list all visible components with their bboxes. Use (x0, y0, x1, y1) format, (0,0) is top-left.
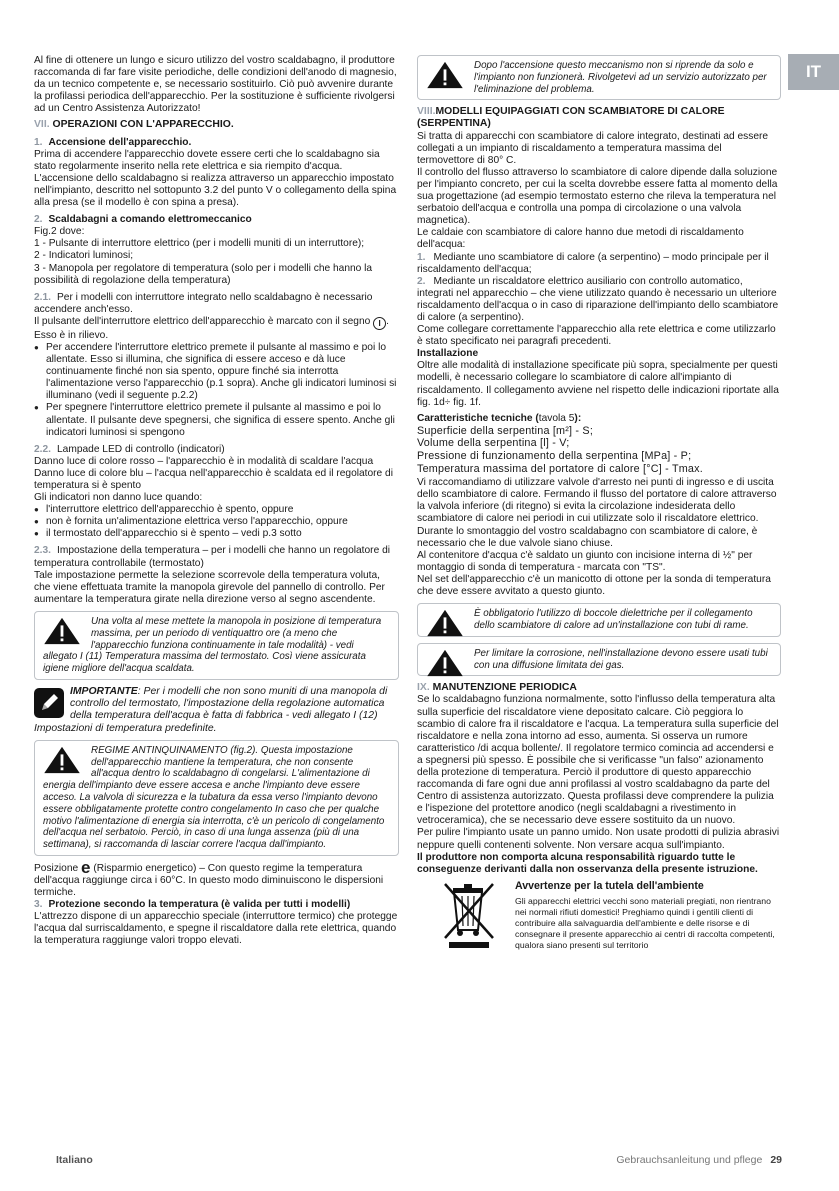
pencil-note-icon (34, 688, 64, 718)
warning-box-corrosion: Per limitare la corrosione, nell'installazione devono essere usati tubi con una diffusione limitata dei gas. (417, 643, 781, 677)
subsection-1-heading: 1. Accensione dell'apparecchio. (34, 136, 192, 148)
energy-saving-symbol-icon: e (81, 857, 91, 877)
paragraph: Come collegare correttamente l'apparecchio alla rete elettrica e come utilizzarlo è stato specificato nei paragrafi precedenti. (417, 324, 776, 348)
list-item: ● Per spegnere l'interruttore elettrico premete il pulsante al massimo e poi lo allentate. Il pulsante deve spegnersi, che significa di essere spento. Anche gli indicatori luminosi si spengono (34, 402, 399, 438)
warning-box-antifreeze: REGIME ANTINQUINAMENTO (fig.2). Questa impostazione dell'apparecchio mantiene la temperatura, che non consente all'acqua dentro lo scaldabagno di congelarsi. L'alimentazione di energia dell'impianto deve essere accesa e anche l'impianto deve essere acceso. La valvola di sicurezza e la tubatura da essa verso l'impianto devono essere obbligatamente protette contro congelamento In caso che per qualche motivo l'alimentazione di energia sia interrotta, c'è un pericolo di congelamento dell'acqua nel serbatoio. Perciò, in caso di una lunga assenza (più di una settimana), si raccomanda di lasciar correre l'acqua dall'impianto. (34, 740, 399, 856)
paragraph: Danno luce di colore rosso – l'apparecchio è in modalità di scaldare l'acqua (34, 455, 374, 467)
environment-text: Gli apparecchi elettrici vecchi sono materiali pregiati, non rientrano nei normali rifiuti domestici! Preghiamo quindi i gentili clienti di contribuire alla salvaguardia dell'ambiente e delle risorse e di consegnare il presente apparecchio ai centri di raccolta competenti, qualora siano presenti sul territorio (515, 895, 775, 950)
list-item: ● Per accendere l'interruttore elettrico premete il pulsante al massimo e poi lo allentate. Esso si illumina, che significa di essere acceso e dà luce continuamente finché non sia spento, oppure finché sia interrotta l'alimentazione verso l'apparecchio (p.1 sopra). Anche gli indicatori luminosi si illuminano (vedi il seguente p.2.2) (34, 342, 399, 402)
section-7-heading: VII. OPERAZIONI CON L'APPARECCHIO. (34, 119, 234, 131)
paragraph: Oltre alle modalità di installazione specificate più sopra, specialmente per questi modelli, è necessario collegare lo scambiatore di calore all'impianto di riscaldamento. Il collegamento avviene nel rispetto delle indicazioni riportate alla fig. 1d÷ fig. 1f. (417, 360, 779, 408)
paragraph: Vi raccomandiamo di utilizzare valvole d'arresto nei punti di ingresso e di uscita dello scambiatore di calore. Fermando il flusso del portatore di calore attraverso la valvola inferiore (di ritegno) si evita la circolazione indesiderata dello scambiatore di calore nei periodi in cui utilizzate solo il riscaldatore elettrico. (417, 477, 777, 525)
footer-manual: Gebrauchsanleitung und pflege 29 (616, 1154, 782, 1166)
warning-box-monthly: Una volta al mese mettete la manopola in posizione di temperatura massima, per un periodo di ventiquattro ore (a meno che l'apparecchio funziona continuamente in tale modalità) - vedi allegato I (11) Temperatura massima del termostato. Così viene assicurata igiene migliore dell'acqua scaldata. (34, 611, 399, 680)
important-note: IMPORTANTE: Per i modelli che non sono muniti di una manopola di controllo del termostato, l'impostazione della regolazione automatica della temperatura dell'acqua è fatta di fabbrica - vedi allegato I (12) Impostazioni di temperatura predefinite. (34, 685, 388, 734)
list-item: ● il termostato dell'apparecchio si è spento – vedi p.3 sotto (34, 528, 399, 540)
paragraph: Il controllo del flusso attraverso lo scambiatore di calore dipende dalla soluzione per l'impianto concreto, per cui la scelta dovrebbe essere fatta al momento della sua progettazione (ad esempio termostato esterno che rileva la temperatura nel serbatoio dell'acqua e controlla una pompa di circolazione o una valvola magnetica). (417, 166, 778, 227)
installation-heading: Installazione (417, 348, 479, 360)
section-9-heading: IX. MANUTENZIONE PERIODICA (417, 682, 577, 694)
list-item: 1. Mediante uno scambiatore di calore (a serpentino) – modo principale per il riscaldamento dell'acqua; (417, 251, 769, 275)
warning-triangle-icon (426, 61, 464, 89)
warning-triangle-icon (43, 746, 81, 774)
subsection-2-1: 2.1. Per i modelli con interruttore integrato nello scaldabagno è necessario accendere anch'esso. (34, 291, 373, 315)
list-item: ● non è fornita un'alimentazione elettrica verso l'apparecchio, oppure (34, 516, 399, 528)
subsection-2-3: 2.3. Impostazione della temperatura – per i modelli che hanno un regolatore di temperatura controllabile (termostato) (34, 545, 390, 569)
list-item: ● l'interruttore elettrico dell'apparecchio è spento, oppure (34, 504, 399, 516)
tech-spec: Temperatura massima del portatore di calore [°C] - Tmax. (417, 462, 703, 475)
paragraph: Al contenitore d'acqua c'è saldato un giunto con incisione interna di ½" per montaggio di sonda di temperatura - marcata con "TS". (417, 549, 753, 573)
warning-box-thermal: Dopo l'accensione questo meccanismo non si riprende da solo e l'impianto non funzionerà. Rivolgetevi ad un servizio autorizzato per l'eliminazione del problema. (417, 55, 781, 100)
section-8-heading: VIII.MODELLI EQUIPAGGIATI CON SCAMBIATORE DI CALORE (SERPENTINA) (417, 106, 725, 130)
paragraph: Posizione e (Risparmio energetico) – Con questo regime la temperatura dell'acqua raggiunge circa i 60°C. In questo modo diminuiscono le dispersioni termiche. (34, 857, 384, 899)
liability-statement: Il produttore non comporta alcuna responsabilità riguardo tutte le conseguenze derivanti dalla non osservanza della presente istruzione. (417, 851, 758, 875)
paragraph: 1 - Pulsante di interruttore elettrico (per i modelli muniti di un interruttore); (34, 238, 365, 250)
paragraph: L'attrezzo dispone di un apparecchio speciale (interruttore termico) che protegge l'acqua dal surriscaldamento, e spegne il riscaldatore dalla rete elettrica, quando la temperatura raggiunge valori troppo elevati. (34, 911, 398, 947)
paragraph: Si tratta di apparecchi con scambiatore di calore integrato, destinati ad essere collegati a un impianto di riscaldamento a temperatura massima del termovettore di 80° C. (417, 130, 769, 166)
footer-language: Italiano (56, 1154, 93, 1166)
page-number: 29 (770, 1154, 782, 1166)
warning-triangle-icon (43, 617, 81, 645)
power-symbol-icon: I (373, 317, 386, 330)
paragraph: Se lo scaldabagno funziona normalmente, sotto l'influsso della temperatura alta sulla superficie del riscaldatore viene depositato calcare. Ciò peggiora lo scambio di calore fra il riscaldatore e l'acqua. La temperatura sulla superficie del riscaldatore e nella zona intorno ad esso, aumenta. Si osserva un rumore caratteristico /di acqua bollente/. Il regolatore termico comincia ad accendersi e a spegnersi più spesso. È possibile che si verificasse "un falso" azionamento della protezione di temperatura. Perciò il produttore di questo apparecchio raccomanda di fare ogni due anni profilassi al vostro scaldabagno da parte del Centro di assistenza autorizzato. Questa profilassi deve comprendere la pulizia e l'ispezione del protettore anodico (negli scaldabagni a rivestimento in vetroceramica), che se necessario deve essere sostituito da un nuovo. (417, 694, 779, 827)
warning-box-dielectric: È obbligatorio l'utilizzo di boccole dielettriche per il collegamento dello scambiatore di calore ad un'installazione con tubi di rame. (417, 603, 781, 637)
paragraph: Fig.2 dove: (34, 226, 85, 238)
right-column (417, 55, 781, 951)
paragraph: L'accensione dello scaldabagno si realizza attraverso un apparecchio impostato nell'impianto, descritto nel sottopunto 3.2 del punto V o collegamento della spina alla presa (se il modello è con spina a presa). (34, 172, 397, 209)
environment-notice (417, 880, 781, 951)
paragraph: Per pulire l'impianto usate un panno umido. Non usate prodotti di pulizia abrasivi neppure quelli contenenti solvente. Non versare acqua sull'impianto. (417, 827, 780, 851)
paragraph: Prima di accendere l'apparecchio dovete essere certi che lo scaldabagno sia stato regolarmente inserito nella rete elettrica e sia riempito d'acqua. (34, 148, 380, 172)
subsection-2-heading: 2. Scaldabagni a comando elettromeccanico (34, 214, 252, 226)
subsection-2-2: 2.2. Lampade LED di controllo (indicatori) (34, 443, 225, 455)
paragraph: Danno luce di colore blu – l'acqua nell'apparecchio è scaldata ed il regolatore di temperatura si è spento (34, 467, 393, 491)
warning-triangle-icon (426, 649, 464, 677)
paragraph: Tale impostazione permette la selezione scorrevole della temperatura voluta, che viene effettuata tramite la manopola girevole del pannello di controllo. Per aumentare la temperatura girate nella direzione verso al segno ascendente. (34, 569, 385, 605)
environment-title: Avvertenze per la tutela dell'ambiente (515, 879, 704, 892)
paragraph: Durante lo smontaggio del vostro scaldabagno con scambiatore di calore, è necessario che le due valvole siano chiuse. (417, 525, 758, 549)
paragraph: Le caldaie con scambiatore di calore hanno due metodi di riscaldamento dell'acqua: (417, 227, 744, 251)
paragraph: Gli indicatori non danno luce quando: (34, 492, 203, 504)
tech-spec: Volume della serpentina [l] - V; (417, 437, 570, 450)
intro-paragraph: Al fine di ottenere un lungo e sicuro utilizzo del vostro scaldabagno, il produttore raccomanda di far fare visite periodiche, delle condizioni dell'anodo di magnesio, da un tecnico competente e, se necessario sostituirlo. Ciò può avvenire durante la profilassi periodica dell'apparecchio. Per la sostituzione è sufficiente rivolgersi ad un Centro Assistenza Autorizzato! (34, 55, 397, 115)
language-tab: IT (788, 54, 839, 90)
paragraph: Il pulsante dell'interruttore elettrico dell'apparecchio è marcato con il segno I . Esso è in rilievo. (34, 315, 389, 341)
subsection-3-heading: 3. Protezione secondo la temperatura (è valida per tutti i modelli) (34, 899, 351, 911)
list-item: 2. Mediante un riscaldatore elettrico ausiliario con controllo automatico, integrati nel apparecchio – che viene utilizzato quando è necessario un ulteriore riscaldamento dell'acqua o in caso di riparazione dell'impianto dello scambiatore di calore (a serpentino). (417, 275, 779, 323)
tech-spec: Pressione di funzionamento della serpentina [MPa] - P; (417, 450, 692, 463)
tech-heading: Caratteristiche tecniche (tavola 5): (417, 412, 582, 424)
left-column (34, 55, 399, 948)
paragraph: 3 - Manopola per regolatore di temperatura (solo per i modelli che hanno la possibilità di regolazione della temperatura) (34, 262, 373, 286)
paragraph: 2 - Indicatori luminosi; (34, 250, 134, 262)
crossed-bin-icon (437, 880, 503, 950)
warning-triangle-icon (426, 609, 464, 637)
paragraph: Nel set dell'apparecchio c'è un manicotto di ottone per la sonda di temperatura che deve essere avvitato a questo giunto. (417, 573, 771, 598)
tech-spec: Superficie della serpentina [m²] - S; (417, 424, 594, 437)
